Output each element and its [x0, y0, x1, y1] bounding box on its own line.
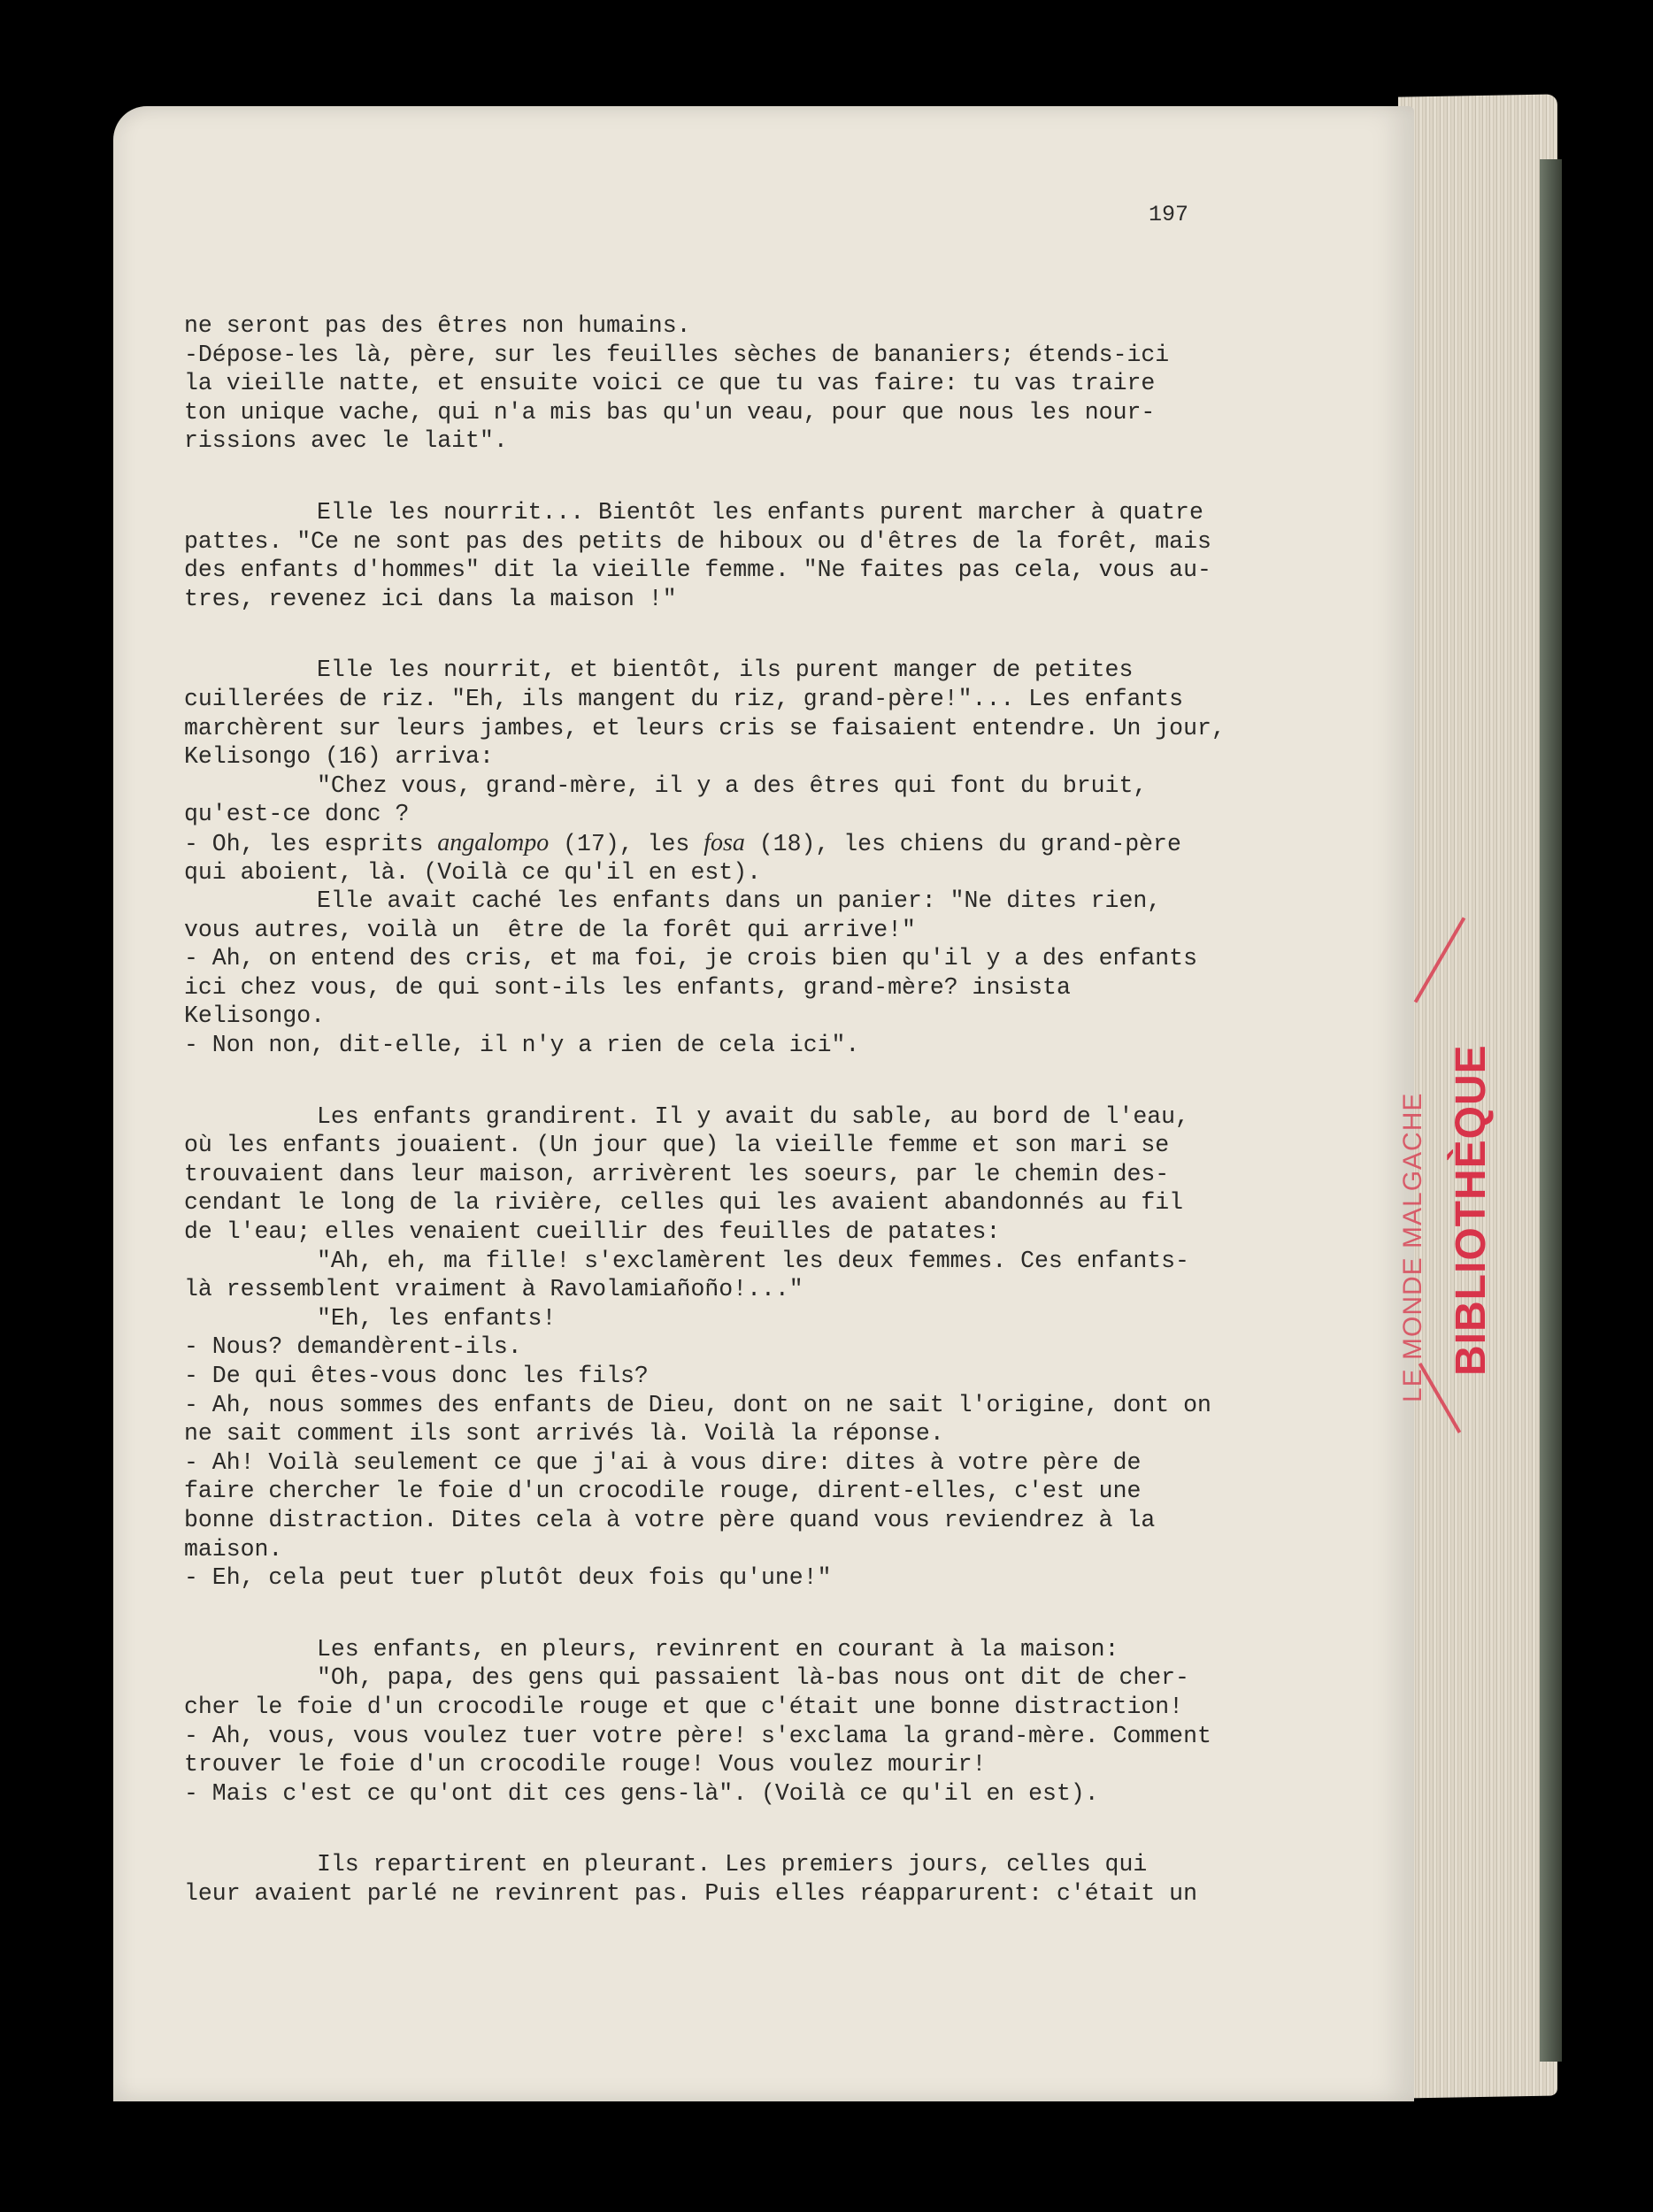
- text-line: [184, 426, 1334, 456]
- text-line: [184, 772, 1334, 801]
- text-segment: la vieille natte, et ensuite voici ce que tu vas faire: tu vas traire: [184, 370, 1156, 397]
- text-line: [184, 498, 1334, 527]
- text-segment: Ils repartirent en pleurant. Les premiers jours, celles qui: [317, 1851, 1148, 1878]
- text-segment: où les enfants jouaient. (Un jour que) la vieille femme et son mari se: [184, 1132, 1170, 1159]
- text-segment: maison.: [184, 1535, 283, 1563]
- text-line: [184, 800, 1334, 829]
- text-segment: "Ah, eh, ma fille! s'exclamèrent les deux femmes. Ces enfants-: [317, 1247, 1189, 1274]
- text-segment: "Eh, les enfants!: [317, 1304, 557, 1332]
- paragraph-gap: [184, 456, 1334, 498]
- text-segment: ne sait comment ils sont arrivés là. Voilà la réponse.: [184, 1420, 944, 1448]
- text-segment: ton unique vache, qui n'a mis bas qu'un veau, pour que nous les nour-: [184, 398, 1156, 426]
- text-line: [184, 1750, 1334, 1779]
- text-line: [184, 887, 1334, 916]
- text-line: [184, 527, 1334, 557]
- text-line: [184, 1131, 1334, 1160]
- text-line: [184, 973, 1334, 1002]
- text-segment: faire chercher le foie d'un crocodile rouge, dirent-elles, c'est une: [184, 1478, 1142, 1505]
- text-line: [184, 311, 1334, 341]
- text-segment: Les enfants grandirent. Il y avait du sable, au bord de l'eau,: [317, 1102, 1189, 1130]
- paragraph-gap: [184, 1593, 1334, 1635]
- text-line: [184, 1217, 1334, 1247]
- paragraph-gap: [184, 613, 1334, 656]
- text-segment: cher le foie d'un crocodile rouge et que c'était une bonne distraction!: [184, 1693, 1184, 1720]
- text-line: [184, 1362, 1334, 1391]
- text-segment: - Mais c'est ce qu'ont dit ces gens-là". (Voilà ce qu'il en est).: [184, 1779, 1099, 1807]
- text-line: [184, 1275, 1334, 1304]
- text-segment: vous autres, voilà un être de la forêt qui arrive!": [184, 916, 916, 943]
- text-segment: Elle avait caché les enfants dans un panier: "Ne dites rien,: [317, 887, 1162, 915]
- text-line: [184, 829, 1334, 858]
- text-line: [184, 916, 1334, 945]
- text-line: [184, 1188, 1334, 1217]
- text-line: [184, 1506, 1334, 1535]
- text-segment: cendant le long de la rivière, celles qui les avaient abandonnés au fil: [184, 1189, 1184, 1217]
- text-segment: "Oh, papa, des gens qui passaient là-bas nous ont dit de cher-: [317, 1664, 1189, 1692]
- text-segment: Elle les nourrit, et bientôt, ils purent manger de petites: [317, 657, 1134, 684]
- body-text: [184, 311, 1334, 1909]
- text-segment: - Nous? demandèrent-ils.: [184, 1333, 522, 1361]
- text-segment: de l'eau; elles venaient cueillir des feuilles de patates:: [184, 1218, 1001, 1246]
- stamp-line-2: BIBLIOTHÈQUE: [1448, 1044, 1495, 1376]
- text-segment: (18), les chiens du grand-père: [744, 830, 1181, 857]
- text-segment: Elle les nourrit... Bientôt les enfants purent marcher à quatre: [317, 498, 1203, 526]
- text-segment: ici chez vous, de qui sont-ils les enfants, grand-mère? insista: [184, 973, 1071, 1001]
- text-line: [184, 742, 1334, 772]
- text-line: [184, 369, 1334, 398]
- text-line: [184, 1693, 1334, 1722]
- text-segment: Les enfants, en pleurs, revinrent en courant à la maison:: [317, 1635, 1119, 1663]
- text-segment: (17), les: [549, 830, 704, 857]
- text-line: [184, 341, 1334, 370]
- text-line: [184, 1304, 1334, 1333]
- text-segment: là ressemblent vraiment à Ravolamiañoño!...": [184, 1276, 803, 1303]
- page-number: 197: [1149, 202, 1189, 227]
- text-line: [184, 585, 1334, 614]
- text-line: [184, 685, 1334, 714]
- text-segment: trouvaient dans leur maison, arrivèrent les soeurs, par le chemin des-: [184, 1160, 1170, 1187]
- text-segment: ne seront pas des êtres non humains.: [184, 312, 691, 339]
- text-line: [184, 1333, 1334, 1362]
- text-segment: - Eh, cela peut tuer plutôt deux fois qu'une!": [184, 1564, 832, 1592]
- text-line: [184, 1879, 1334, 1909]
- text-line: [184, 1031, 1334, 1060]
- text-line: [184, 1779, 1334, 1809]
- text-line: [184, 1102, 1334, 1132]
- text-line: [184, 1247, 1334, 1276]
- text-segment: bonne distraction. Dites cela à votre père quand vous reviendrez à la: [184, 1506, 1156, 1533]
- text-segment: trouver le foie d'un crocodile rouge! Vous voulez mourir!: [184, 1751, 987, 1778]
- text-segment: Kelisongo (16) arriva:: [184, 743, 494, 771]
- text-line: [184, 1419, 1334, 1448]
- text-segment: qui aboient, là. (Voilà ce qu'il en est).: [184, 858, 762, 886]
- text-line: [184, 556, 1334, 585]
- italic-term: fosa: [703, 828, 745, 856]
- text-segment: Kelisongo.: [184, 1002, 326, 1030]
- paragraph-gap: [184, 1808, 1334, 1850]
- text-line: [184, 714, 1334, 743]
- text-segment: cuillerées de riz. "Eh, ils mangent du riz, grand-père!"... Les enfants: [184, 685, 1184, 712]
- stamp-line-1: LE MONDE MALGACHE: [1398, 1092, 1427, 1402]
- text-line: [184, 1477, 1334, 1506]
- paragraph-gap: [184, 1060, 1334, 1102]
- text-segment: - Ah! Voilà seulement ce que j'ai à vous dire: dites à votre père de: [184, 1448, 1142, 1476]
- text-line: [184, 398, 1334, 427]
- text-line: [184, 1722, 1334, 1751]
- text-line: [184, 1448, 1334, 1478]
- text-line: [184, 1850, 1334, 1879]
- text-segment: marchèrent sur leurs jambes, et leurs cris se faisaient entendre. Un jour,: [184, 714, 1226, 741]
- italic-term: angalompo: [437, 828, 550, 856]
- text-segment: pattes. "Ce ne sont pas des petits de hiboux ou d'êtres de la forêt, mais: [184, 527, 1211, 555]
- text-line: [184, 1563, 1334, 1593]
- text-segment: - Ah, vous, vous voulez tuer votre père! s'exclama la grand-mère. Comment: [184, 1722, 1211, 1749]
- text-line: [184, 1663, 1334, 1693]
- text-segment: rissions avec le lait".: [184, 427, 508, 455]
- text-segment: leur avaient parlé ne revinrent pas. Puis elles réapparurent: c'était un: [184, 1879, 1197, 1907]
- text-segment: tres, revenez ici dans la maison !": [184, 585, 677, 612]
- text-segment: - Ah, nous sommes des enfants de Dieu, dont on ne sait l'origine, dont on: [184, 1391, 1211, 1418]
- text-line: [184, 1002, 1334, 1031]
- text-line: [184, 944, 1334, 973]
- text-line: [184, 1391, 1334, 1420]
- text-segment: des enfants d'hommes" dit la vieille femme. "Ne faites pas cela, vous au-: [184, 557, 1211, 584]
- text-line: [184, 1535, 1334, 1564]
- text-segment: "Chez vous, grand-mère, il y a des êtres qui font du bruit,: [317, 772, 1148, 799]
- text-segment: - Oh, les esprits: [184, 830, 438, 857]
- text-line: [184, 656, 1334, 685]
- book-cover-edge: [1540, 159, 1562, 2062]
- text-segment: - Ah, on entend des cris, et ma foi, je crois bien qu'il y a des enfants: [184, 945, 1197, 972]
- text-line: [184, 858, 1334, 887]
- text-segment: - De qui êtes-vous donc les fils?: [184, 1363, 649, 1389]
- text-line: [184, 1635, 1334, 1664]
- text-segment: -Dépose-les là, père, sur les feuilles sèches de bananiers; étends-ici: [184, 341, 1170, 368]
- text-line: [184, 1160, 1334, 1189]
- text-segment: qu'est-ce donc ?: [184, 801, 410, 828]
- text-segment: - Non non, dit-elle, il n'y a rien de cela ici".: [184, 1032, 860, 1059]
